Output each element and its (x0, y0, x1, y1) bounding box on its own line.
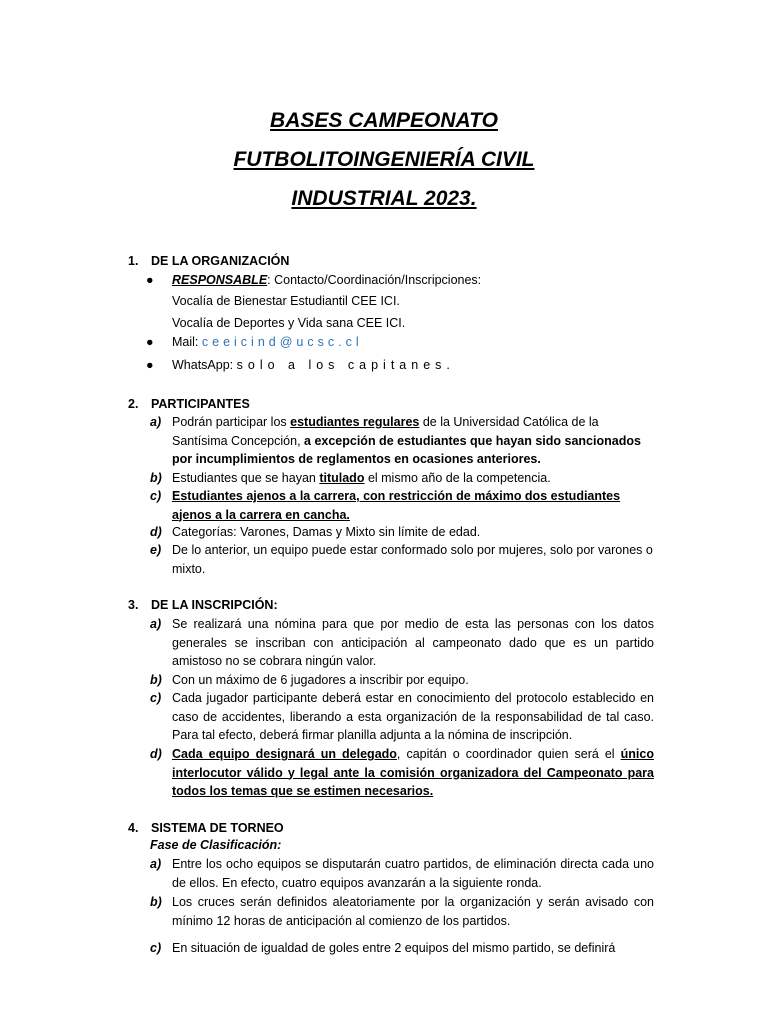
item-text: de la Universidad Católica de la Santísima Concepción, (172, 415, 599, 448)
subsection-title: Fase de Clasificación: (150, 838, 282, 852)
item-label: b) (150, 895, 162, 909)
item-label: e) (150, 543, 162, 557)
list-item (150, 487, 654, 524)
section-4-heading (128, 819, 284, 837)
item-text-emphasis: único interlocutor válido y legal ante la comisión organizadora del Campeonato para todos los temas que se estimen necesarios. (172, 747, 654, 798)
responsible-label: RESPONSABLE (172, 273, 268, 287)
list-item (150, 541, 654, 578)
item-label: c) (150, 941, 162, 955)
whatsapp-label: WhatsApp: (172, 358, 237, 372)
list-item (150, 469, 654, 488)
section-title: DE LA INSCRIPCIÓN: (151, 598, 278, 612)
section-number: 3. (128, 598, 139, 612)
document-title-line-3: INDUSTRIAL 2023. (291, 187, 477, 210)
item-text-emphasis: Estudiantes ajenos a la carrera, con restricción de máximo dos estudiantes ajenos a la carrera en cancha. (172, 489, 621, 522)
item-text: Se realizará una nómina para que por medio de esta las personas con los datos generales se inscriban con anticipación al campeonato dado que es un partido amistoso no se cobrara ningún valor. (172, 617, 654, 668)
item-text: Entre los ocho equipos se disputarán cuatro partidos, de eliminación directa cada uno de ellos. En efecto, cuatro equipos avanzarán a la siguiente ronda. (172, 857, 654, 890)
item-label: c) (150, 489, 162, 503)
item-text-bold: a excepción de estudiantes que hayan sido sancionados por incumplimientos de reglamentos en ocasiones anteriores. (172, 433, 641, 466)
item-text: En situación de igualdad de goles entre 2 equipos del mismo partido, se definirá (172, 941, 616, 955)
item-text: Podrán participar los (172, 415, 291, 429)
item-text: De lo anterior, un equipo puede estar conformado solo por mujeres, solo por varones o mixto. (172, 543, 653, 576)
section-title: DE LA ORGANIZACIÓN (151, 254, 290, 268)
document-title-line-1: BASES CAMPEONATO (270, 109, 498, 132)
list-item (150, 413, 654, 469)
item-text-emphasis: Cada equipo designará un delegado (172, 747, 397, 761)
document-title-line-2: FUTBOLITOINGENIERÍA CIVIL (233, 148, 535, 171)
organizer-line-2: Vocalía de Deportes y Vida sana CEE ICI. (172, 316, 406, 330)
item-text-emphasis: estudiantes regulares (290, 415, 420, 429)
bullet-mail (146, 333, 363, 351)
section-number: 1. (128, 254, 139, 268)
list-item (150, 939, 654, 958)
mail-label: Mail: (172, 335, 202, 349)
section-3-heading (128, 596, 278, 614)
bullet-whatsapp (146, 356, 455, 374)
section-number: 2. (128, 397, 139, 411)
organizer-line-1: Vocalía de Bienestar Estudiantil CEE ICI. (172, 294, 400, 308)
item-label: d) (150, 525, 162, 539)
item-label: b) (150, 673, 162, 687)
list-item (150, 855, 654, 892)
item-text-emphasis: titulado (319, 471, 365, 485)
section-title: SISTEMA DE TORNEO (151, 821, 284, 835)
list-item (150, 893, 654, 930)
list-item (150, 615, 654, 671)
item-text: Cada jugador participante deberá estar en conocimiento del protocolo establecido en caso de accidentes, liberando a esta organización de la responsabilidad de tal caso. Para tal efecto, deberá firmar planilla adjunta a la nómina de inscripción. (172, 691, 654, 742)
section-2-heading (128, 395, 250, 413)
item-label: a) (150, 617, 162, 631)
item-label: a) (150, 857, 162, 871)
list-item (150, 745, 654, 801)
section-title: PARTICIPANTES (151, 397, 250, 411)
item-label: b) (150, 471, 162, 485)
bullet-icon: ● (146, 273, 154, 287)
item-label: d) (150, 747, 162, 761)
item-text: el mismo año de la competencia. (364, 471, 551, 485)
list-item (150, 689, 654, 745)
item-text: Estudiantes que se hayan (172, 471, 320, 485)
section-1-heading (128, 252, 289, 270)
item-label: c) (150, 691, 162, 705)
section-number: 4. (128, 821, 139, 835)
list-item (150, 671, 654, 690)
item-text: , capitán o coordinador quien será el (396, 747, 621, 761)
item-text: Con un máximo de 6 jugadores a inscribir por equipo. (172, 673, 469, 687)
item-text: Categorías: Varones, Damas y Mixto sin límite de edad. (172, 525, 481, 539)
bullet-icon: ● (146, 335, 154, 349)
bullet-responsible (146, 271, 481, 289)
bullet-icon: ● (146, 358, 154, 372)
responsible-text: : Contacto/Coordinación/Inscripciones: (267, 273, 482, 287)
item-label: a) (150, 415, 162, 429)
list-item (150, 523, 654, 542)
item-text: Los cruces serán definidos aleatoriamente por la organización y serán avisado con mínimo 12 horas de anticipación al comienzo de los partidos. (172, 895, 654, 928)
mail-link[interactable]: ceeicind@ucsc.cl (201, 335, 363, 349)
whatsapp-value: solo a los capitanes. (236, 358, 455, 372)
